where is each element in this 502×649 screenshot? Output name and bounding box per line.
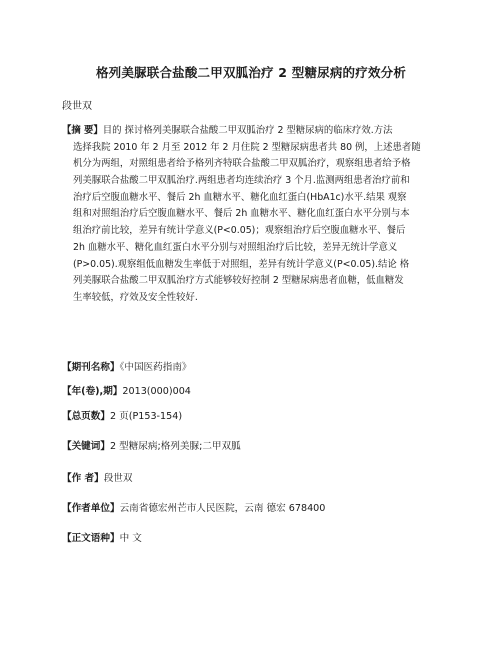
abstract-text-line: 目的 探讨格列美脲联合盐酸二甲双胍治疗 2 型糖尿病的临床疗效.方法 [102,125,393,136]
abstract-text-line: 生率较低，疗效及安全性较好. [73,291,198,303]
abstract-text-line: 组治疗前比较，差异有统计学意义(P<0.05)；观察组治疗后空腹血糖水平、餐后 [73,225,406,237]
abstract-text-line: 治疗后空腹血糖水平、餐后 2h 血糖水平、糖化血红蛋白(HbA1c)水平.结果 观察 [73,191,407,203]
field-label: 【作者单位】 [62,503,120,514]
field-label: 【期刊名称】 [62,362,120,373]
abstract-text-line: 列美脲联合盐酸二甲双胍治疗.两组患者均连续治疗 3 个月.监测两组患者治疗前和 [73,175,410,187]
abstract-text-line: (P>0.05).观察组低血糖发生率低于对照组，差异有统计学意义(P<0.05).结论 格 [73,258,410,270]
field-value: 段世双 [103,473,133,484]
field-value: 2 页(P153-154) [109,411,183,422]
field-value: 云南省德宏州芒市人民医院，云南 德宏 678400 [119,503,326,514]
field-label: 【总页数】 [62,411,110,422]
field-keywords [62,438,241,452]
field-label: 【正文语种】 [62,533,120,544]
field-label: 【关键词】 [62,441,110,452]
abstract-label: 【摘 要】 [62,125,103,136]
author-name: 段世双 [62,101,92,112]
field-value: 2013(000)004 [122,386,191,397]
abstract-text-line: 2h 血糖水平、糖化血红蛋白水平分别与对照组治疗后比较，差异无统计学意义 [73,241,398,253]
field-label: 【作 者】 [62,473,104,484]
abstract-text-line: 选择我院 2010 年 2 月至 2012 年 2 月住院 2 型糖尿病患者共 80 例，上述患者随 [73,141,421,153]
field-journal-name [62,359,192,373]
abstract-block [62,123,443,307]
abstract-text-line: 机分为两组，对照组患者给予格列齐特联合盐酸二甲双胍治疗，观察组患者给予格 [73,158,411,170]
field-value: 中 文 [119,533,142,544]
field-text-language [62,530,142,544]
abstract-text-line: 列美脲联合盐酸二甲双胍治疗方式能够较好控制 2 型糖尿病患者血糖，低血糖发 [73,275,404,287]
field-author [62,470,133,484]
field-author-affiliation [62,500,325,514]
abstract-first-line [62,123,443,140]
field-total-pages [62,408,182,422]
paper-title: 格列美脲联合盐酸二甲双胍治疗 2 型糖尿病的疗效分析 [95,65,407,80]
field-label: 【年(卷),期】 [62,386,123,397]
field-value: 2 型糖尿病;格列美脲;二甲双胍 [109,441,241,452]
abstract-text-line: 组和对照组治疗后空腹血糖水平、餐后 2h 血糖水平、糖化血红蛋白水平分别与本 [73,208,410,220]
field-value: 《中国医药指南》 [119,362,192,373]
field-year-volume-issue [62,383,191,397]
